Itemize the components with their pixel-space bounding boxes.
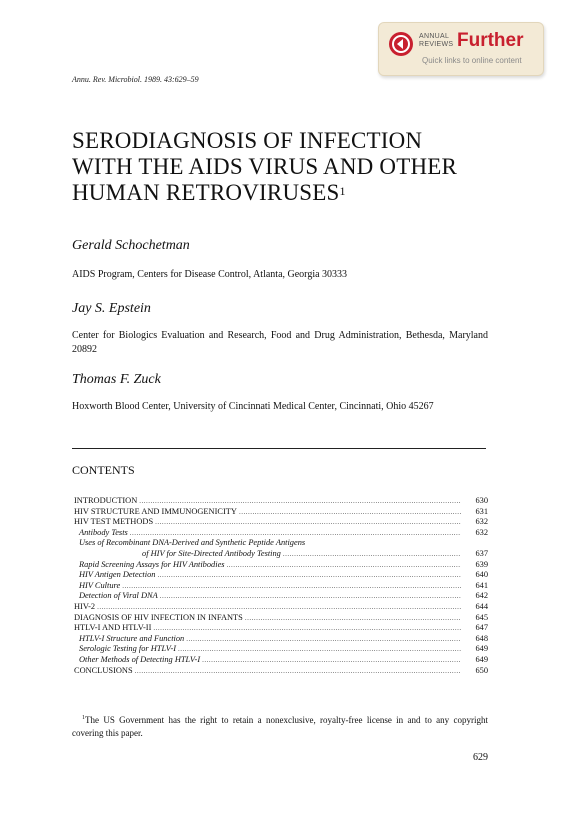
toc-subentry[interactable]: Antibody Tests ..... 632 bbox=[72, 528, 488, 539]
journal-citation: Annu. Rev. Microbiol. 1989. 43:629–59 bbox=[72, 75, 199, 84]
title-line-1: SERODIAGNOSIS OF INFECTION bbox=[72, 128, 423, 153]
author-name: Gerald Schochetman bbox=[72, 238, 190, 253]
toc-subentry[interactable]: HIV Antigen Detection ..... 640 bbox=[72, 570, 488, 581]
toc-entry[interactable]: CONCLUSIONS ..... 650 bbox=[72, 666, 488, 677]
toc-entry[interactable]: HTLV-I AND HTLV-II ..... 647 bbox=[72, 623, 488, 634]
footnote-text: The US Government has the right to retain a nonexclusive, royalty-free license in and to any copyright covering this paper. bbox=[72, 715, 488, 738]
toc-subentry[interactable]: Other Methods of Detecting HTLV-I ..... 649 bbox=[72, 655, 488, 666]
footnote-mark: 1 bbox=[82, 715, 85, 721]
toc-entry[interactable]: INTRODUCTION ..... 630 bbox=[72, 496, 488, 507]
toc-subentry[interactable]: Rapid Screening Assays for HIV Antibodies ..... 639 bbox=[72, 560, 488, 571]
author-affiliation: AIDS Program, Centers for Disease Control, Atlanta, Georgia 30333 bbox=[72, 269, 348, 280]
toc-subentry[interactable]: Detection of Viral DNA ..... 642 bbox=[72, 591, 488, 602]
toc-subentry[interactable]: HTLV-I Structure and Function ..... 648 bbox=[72, 634, 488, 645]
further-tagline: Quick links to online content bbox=[422, 56, 522, 65]
toc-entry[interactable]: DIAGNOSIS OF HIV INFECTION IN INFANTS ..... 645 bbox=[72, 613, 488, 624]
toc-entry[interactable]: HIV TEST METHODS ..... 632 bbox=[72, 517, 488, 528]
toc-subentry-continued[interactable]: of HIV for Site-Directed Antibody Testing ..... 637 bbox=[72, 549, 488, 560]
author-name: Jay S. Epstein bbox=[72, 301, 151, 316]
title-line-3: HUMAN RETROVIRUSES$^1$ bbox=[72, 180, 346, 205]
toc-entry[interactable]: HIV STRUCTURE AND IMMUNOGENICITY ..... 631 bbox=[72, 507, 488, 518]
section-divider bbox=[72, 448, 486, 449]
contents-heading: CONTENTS bbox=[72, 463, 135, 477]
title-line-2: WITH THE AIDS VIRUS AND OTHER bbox=[72, 154, 458, 179]
title-footnote-mark: 1 bbox=[339, 184, 346, 198]
toc-subentry[interactable]: Uses of Recombinant DNA-Derived and Synthetic Peptide Antigens bbox=[79, 538, 306, 548]
author-affiliation: Center for Biologics Evaluation and Research, Food and Drug Administration, Bethesda, Maryland 20892 bbox=[72, 330, 488, 355]
author-name: Thomas F. Zuck bbox=[72, 372, 161, 387]
author-affiliation: Hoxworth Blood Center, University of Cincinnati Medical Center, Cincinnati, Ohio 45267 bbox=[72, 401, 434, 412]
table-of-contents bbox=[72, 496, 488, 676]
play-arrow-icon bbox=[389, 32, 413, 56]
further-wordmark: Further bbox=[457, 30, 524, 51]
page-number: 629 bbox=[473, 752, 488, 763]
publisher-name: ANNUAL REVIEWS bbox=[419, 33, 454, 48]
toc-subentry[interactable]: Serologic Testing for HTLV-I ..... 649 bbox=[72, 644, 488, 655]
annual-reviews-further-badge[interactable] bbox=[378, 22, 544, 76]
toc-entry[interactable]: HIV-2 ..... 644 bbox=[72, 602, 488, 613]
article-title bbox=[72, 128, 502, 206]
title-footnote bbox=[72, 712, 488, 740]
toc-subentry[interactable]: HIV Culture ..... 641 bbox=[72, 581, 488, 592]
